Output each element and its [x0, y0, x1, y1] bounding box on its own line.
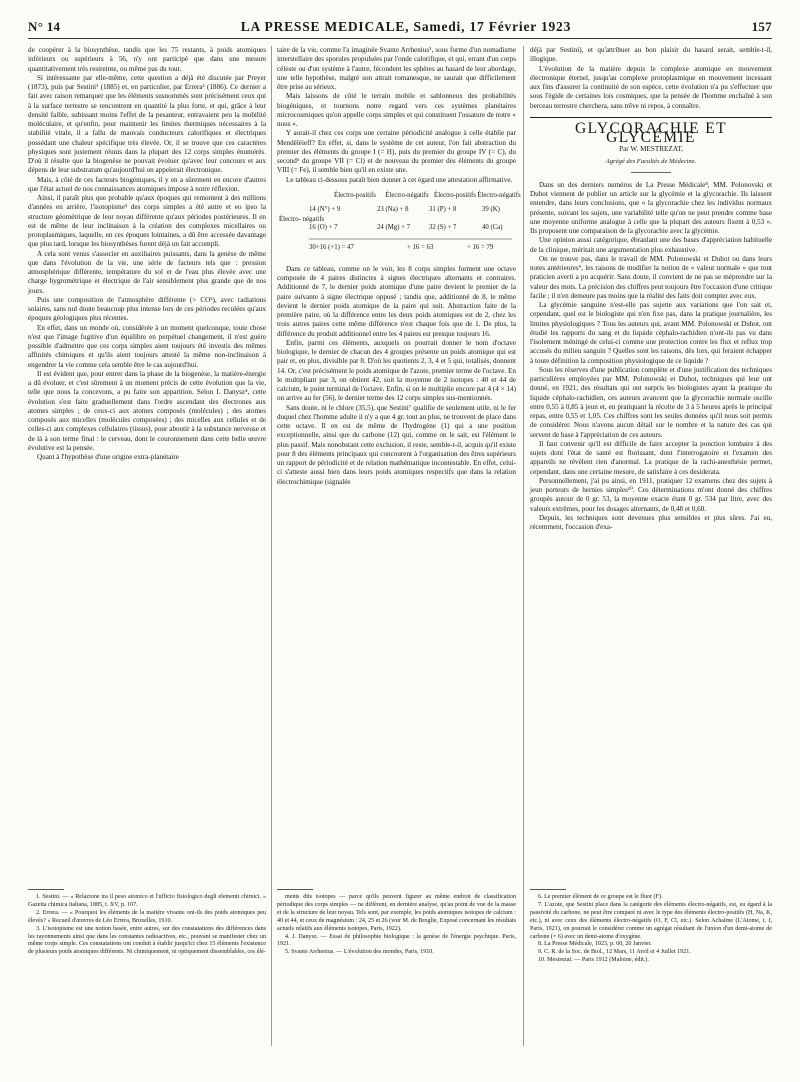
table-cell: 32 (S) + 7: [429, 223, 457, 231]
paragraph: Sans doute, ni le chlore (35,5), que Sestini⁷ qualifie de seulement utile, ni le fer duquel chez l'homme adulte il n'y a que 4 gr. tout au plus, ne trouvent de place dans cette octave. Il en est de même de l'hydrogène (1) qui a une position exceptionnelle, ainsi que du carbone (12) qui, comme on le sait, est l'élément le plus passif. Mais nonobstant cette exclusion, il reste, semble-t-il, acquis qu'il existe pour 8 des éléments principaux qui concourent à l'organisation des êtres supérieurs un rapport de périodicité et de relation mathématique incontestable. En effet, celui-ci s'atteste aussi bien dans leurs poids atomiques respectifs que dans la relation électrochimique (signalée: [277, 403, 516, 486]
periodicity-table: [277, 189, 521, 259]
paragraph: Il est évident que, pour entrer dans la phase de la biogenèse, la matière-énergie a dû évoluer, et c'est sûrement à un moment précis de cette évolution que la vie, telle que nous la concevons, a pu faire son apparition. Selon I. Danysz⁴, cette évolution s'est faite graduellement dans l'ordre ascendant des électrones aux atomes simples ; de ceux-ci aux atomes composés (molécules) ; des atomes composés aux micelles (molécules composées) ; des micelles aux cellules et de celles-ci aux complexes cellulaires (tissus), pour aboutir à la substance nerveuse et de là à son terme final : le cerveau, dont le couronnement dans cette belle œuvre évolutive est la pensée.: [28, 369, 266, 452]
paragraph: Dans un des derniers numéros de La Presse Médicale⁸, MM. Polonovski et Duhot viennent de publier un article sur la glycémie et la glycorachie. Ils laissent entendre, dans leurs conclusions, que « la glycorachie chez les individus normaux présente, suivant les sujets, une variabilité telle qu'on ne peut prendre comme base une moyenne uniforme analogue à celle que la plupart des auteurs fixent à 0,53 ». Ils proposent une comparaison de la glycorachie avec la glycémie.: [530, 180, 772, 235]
paragraph: Si intéressante par elle-même, cette question a déjà été discutée par Preyer (1873), puis par Sestini¹ (1885) et, en particulier, par Errera² (1886). Ce dernier a fait avec raison remarquer que les éléments susnommés sont précisément ceux qui à la surface terrestre se rencontrent en quantité la plus forte, et qui, grâce à leur densité faible, subissant moins l'effet de la pesanteur, entravaient peu la mobilité moléculaire, et qu'enfin, pour maintenir les limites thermiques nécessaires à la stabilité vitale, il a fallu de mauvais conducteurs calorifiques et électriques possédant une chaleur spécifique très élevée. Or, il se trouve que ces caractères physiques sont justement réunis dans la plupart des 12 corps simples énumérés. D'où il résulte que la biogenèse ne pouvait évoluer qu'avec leur concours et aux dépens de leur substratum qu'aujourd'hui on appelerait électronique.: [28, 73, 266, 175]
paragraph: déjà par Sestini), et qu'attribuer au bon plaisir du hasard serait, semble-t-il, illogique.: [530, 46, 772, 64]
paragraph: de coopérer à la biosynthèse, tandis que les 75 restants, à poids atomiques inférieurs ou supérieurs à 56, n'y ont participé que dans une mesure quantitativement très restreinte, ou même pas du tout.: [28, 46, 266, 73]
table-sum: 30+16 (+1) = 47: [309, 243, 354, 251]
paragraph: Une opinion aussi catégorique, ébranlant une des bases d'appréciation habituelle de la clinique, méritait une argumentation plus exhaustive.: [530, 236, 772, 254]
table-cell: 40 (Ca): [482, 223, 503, 231]
footnote: ments dits isotopes — parce qu'ils peuvent figurer au même endroit de classification périodique des corps simples — ne diffèrent, en dernière analyse, qu'au point de vue de la masse et de la structure de leur noyau. Tels sont, par exemple, les poids atomiques isotopes de calcium : 40 et 44, et ceux de magnésium : 24, 25 et 26 (voir M. de Broglie, Exposé concernant les résultats actuels relatifs aux éléments isotopes, Paris, 1922).: [277, 894, 516, 932]
journal-title: LA PRESSE MEDICALE, Samedi, 17 Février 1923: [240, 19, 572, 34]
issue-number: N° 14: [28, 19, 61, 34]
footnote: 7. L'azote, que Sestini place dans la catégorie des éléments électro-négatifs, est, eu égard à la passivité du carbone, ne peut être comparé ni avec le type des éléments électro-positifs (H, Na, K, etc.), ni avec ceux des éléments électro-négatifs (O, F, Cl, etc.). Selon Achalme (L'Atome, t. I, Paris, 1921), on pourrait le considérer comme un agrégat résultant de l'union d'un demi-atome de carbone (= 6) avec un demi-atome d'oxygène.: [530, 901, 772, 940]
table-header: Électro-négatifs: [385, 191, 429, 199]
page-number: 157: [751, 19, 772, 34]
paragraph: Sous les réserves d'une publication complète et d'une justification des techniques particulières employées par MM. Polonowski et Duhot, techniques qui leur ont donné, en 1921, des résultats qui ont surpris les biologistes ayant la pratique du liquide céphalo-rachidien, ces auteurs avancent que la glycorachie normale oscille entre 0,55 à 0,85 à jeun et, en pratiquant la récolte de 3 à 5 heures après le principal repas, entre 0,55 et 1,05. Ces chiffres sont les seules données qu'il nous soit permis de considérer. Nous n'avons aucun détail sur le nombre et la nature des cas qui servent de base à l'appréciation de ces auteurs.: [530, 365, 772, 439]
paragraph: Depuis, les techniques sont devenues plus sensibles et plus sûres. J'ai eu, récemment, l'occasion d'exa-: [530, 513, 772, 531]
table-cell: 39 (K): [482, 205, 500, 213]
paragraph: Enfin, parmi ces éléments, auxquels on pourrait donner le nom d'octave biologique, le dernier de chacun des 4 groupes présente un poids atomique qui est pair et, en plus, divisible par 8. D'où les quotients 2, 3, 4 et 5 qui, totalisés, donnent 14. Or, c'est précisément le poids atomique de l'azote, premier terme de l'octave. En le multipliant par 3, on obtient 42, soit la moyenne de 2 isotopes : 40 et 44 de calcium, le point terminal de l'octave. Enfin, si on le multiplie encore par 4 (4 × 14) on arrive au fer (56), le dernier terme des 12 corps simples sus-mentionnés.: [277, 338, 516, 403]
paragraph: Il faut convenir qu'il est difficile de faire accepter la ponction lombaire à des sujets dont l'état de santé est florissant, dont l'interrogatoire et l'examen des appareils ne révèlent rien d'anormal. La pratique de la rachi-anesthésie permet, cependant, dans une certaine mesure, de satisfaire à ces desiderata.: [530, 439, 772, 476]
paragraph: Puis une composition de l'atmosphère différente (> CO²), avec radiations solaires, sans nul doute beaucoup plus intense lors de ces périodes reculées qu'aux époques géologiques plus récentes.: [28, 295, 266, 323]
paragraph: Quant à l'hypothèse d'une origine extra-planétaire: [37, 453, 179, 461]
column-1: [28, 46, 266, 462]
paragraph: taire de la vie, comme l'a imaginée Svante Arrhenius⁵, sous forme d'un nomadisme interstellaire des sporules propulsées par l'onde calorifique, et qui, errant d'un corps céleste ou d'un système à l'autre, fécondent les sphères au hasard de leur abordage, une telle hypothèse, malgré son attrait romanesque, ne saurait que difficilement être prise au sérieux.: [277, 46, 516, 91]
table-header: Électro-négatifs: [477, 191, 521, 199]
article-title: GLYCORACHIE ET GLYCÉMIE: [575, 119, 727, 146]
footnote: 3. L'isotopisme est une notion basée, entre autres, sur des constatations des différences dans les rayonnements ainsi que dans les constantes radioactives, etc., pouvant se manifester chez un même corps simple. Ces constatations ont conduit à établir jusqu'ici chez 15 éléments l'existence de plusieurs poids atomiques différents. Ni chimiquement, ni optiquement dissemblables, ces élé-: [28, 925, 266, 956]
paragraph: L'évolution de la matière depuis le complexe atomique en mouvement électronique éternel, jusqu'au complexe protoplasmique en mouvement incessant aux fins d'assurer la continuité de son espèce, cette évolution n'a pu s'effectuer que sous l'égide de certaines lois cosmiques, que la pensée de l'homme enchaîné à son berceau terrestre cherchera, sans trêve ni repos, à connaître.: [530, 64, 772, 110]
paragraph: Dans ce tableau, comme on le voit, les 8 corps simples forment une octave composée de 4 paires distinctes à signes électriques alternants et contraires. Additionné de 7, le dernier poids atomique d'une paire devient le premier de la paire suivante à signe électrique opposé ; tandis que, additionné de 8, le même devient le dernier poids atomique de la paire qui suit. Abstraction faite de la première paire, où la différence entre les deux poids atomiques est de 2, chez les trois autres paires cette même différence n'est chaque fois que de 1. De plus, la différence du produit additionnel entre les 4 paires est presque toujours 16.: [277, 264, 516, 338]
footnote-rule: [277, 889, 313, 890]
column-divider: [523, 46, 524, 1046]
table-cell: 16 (O) + 7: [309, 223, 338, 231]
article-author: Par W. MESTREZAT,: [619, 145, 683, 154]
paragraph: Y aurait-il chez ces corps une certaine périodicité analogue à celle établie par Mendéléieff? En effet, si, dans le système de cet auteur, l'on fait abstraction du premier des éléments du groupe I (= H), puis du premier du groupe IV (= C), du second⁶ du groupe VII (= Cl) et de nouveau du premier des éléments du groupe VIII (= Fe), il semble bien qu'il en existe une.: [277, 129, 516, 175]
footnotes-column-2: [277, 894, 516, 957]
footnotes-column-3: [530, 894, 772, 965]
paragraph: Le tableau ci-dessous paraît bien donner à cet égard une attestation affirmative.: [286, 175, 513, 184]
paragraph: La glycémie sanguine n'est-elle pas sujette aux variations que l'on sait et, cependant, quel est le biologiste qui n'en fixe pas, dans la pratique journalière, les limites physiologiques ? Tous les auteurs qui, avant MM. Polonowski et Duhot, ont étudié les rapports du sang et du liquide céphalo-rachidien n'ont-ils pas vu dans l'isolement méningé de celui-ci comme une protection contre les flux et reflux trop accusés du milieu sanguin ? Quelles sont les raisons, dès lors, qui feraient échapper à toute définition la composition physiologique de ce liquide ?: [530, 301, 772, 365]
article-separator: [530, 117, 772, 118]
table-sum: + 16 = 79: [467, 243, 494, 251]
column-divider: [271, 46, 272, 1046]
table-cell: 24 (Mg) + 7: [377, 223, 411, 231]
footnote: 9. C. R. de la Soc. de Biol., 12 Mars, 11 Avril et 4 Juillet 1921.: [538, 949, 691, 956]
footnote-rule: [530, 889, 566, 890]
table-sum: + 16 = 63: [407, 243, 434, 251]
paragraph: Ainsi, il paraît plus que probable qu'aux époques qui remontent à des millions d'années en arrière, l'isotopisme³ des corps simples a été autre et eo ipso la structure géométrique de leur noyau différente qu'aux périodes postérieures. Il en est de même de leur inclinaison à la création des complexes micellaires ou protoplasmiques, laquelle, en ces époques lointaines, a dû être accessée davantage que plus tard, lorsque les biosynthèses furent déjà un fait accompli.: [28, 194, 266, 249]
paragraph: Personnellement, j'ai pu ainsi, en 1911, pratiquer 12 examens chez des sujets à jeun porteurs de hernies simples¹⁰. Ces déterminations m'ont donné des chiffres groupés autour de 0 gr. 53, la moyenne exacte étant 0 gr. 534 par litre, avec des valeurs extrêmes, pour les dosages alternants, de 0,48 et 0,60.: [530, 476, 772, 513]
footnote-rule: [28, 889, 64, 890]
footnote: 5. Svante Arrhenius. — L'évolution des mondes, Paris, 1910.: [285, 949, 434, 956]
paragraph: On ne trouve pas, dans le travail de MM. Polonowski et Duhot ou dans leurs notes antérieures⁹, les raisons de modifier la notion de « valeur normale » que tout praticien averti a pu acquérir. Sans doute, il convient de ne pas se méprendre sur la valeur des mots. La précision des chiffres peut toujours être l'occasion d'une critique facile ; il n'en demeure pas moins que la réalité des faits doit compter avec eux.: [530, 254, 772, 300]
footnote: 1. Sestini. — « Relazione tra il peso atomico et l'ufficio fisiologico degli elementi chimici. » Gazetta chimica italiana, 1885, t. XV, p. 107.: [28, 894, 266, 908]
table-header: Électro-positifs: [434, 191, 476, 199]
article-affiliation: Agrégé des Facultés de Médecine.: [605, 157, 697, 165]
paragraph: Mais laissons de côté le terrain mobile et sablonneux des probabilités biogéniques, et tournons notre regard vers ces systèmes planétaires microcosmiques qu'on appelle corps simples et qui constituent l'ossature de notre « nous ».: [277, 92, 516, 128]
footnotes-column-1: [28, 894, 266, 957]
footnote: 4. J. Danysz. — Essai de philosophie biologique : la genèse de l'énergie psychique. Paris, 1921.: [277, 933, 516, 948]
paragraph: Mais, à côté de ces facteurs biogéniques, il y en a sûrement en encore d'autres que l'état actuel de nos connaissances atomiques impose à notre réflexion.: [28, 175, 266, 193]
table-header: Électro-positifs: [334, 191, 376, 199]
footnote: 2. Errera. — « Pourquoi les éléments de la matière vivante ont-ils des poids atomiques peu élevés? » Recueil d'œuvres de Léo Errera, Bruxelles, 1910.: [28, 909, 266, 924]
paragraph: En effet, dans un monde où, considérée à un moment quelconque, toute chose n'est que l'image fugitive d'un équilibre en perpétuel changement, il n'est guère possible d'admettre que ces corps simples aient toujours été investis des mêmes affinités chimiques et qu'ils aient toujours attesté la même non-inclinaison à engendrer la vie comme cela semble être le cas aujourd'hui.: [28, 323, 266, 369]
page-header: [28, 16, 772, 38]
title-rule: [631, 172, 671, 173]
table-side-label: Électro- négatifs: [279, 215, 325, 223]
footnote: 10. Mestrezat. — Paris 1912 (Maloine, édit.).: [538, 957, 649, 964]
column-3: [530, 46, 772, 532]
column-2: [277, 46, 521, 487]
table-cell: 23 (Na) + 8: [377, 205, 409, 213]
table-cell: 31 (P) + 8: [429, 205, 457, 213]
table-cell: 14 (N°) + 9: [309, 205, 341, 213]
paragraph: A cela sont venus s'associer en auxiliaires puissants, dans la genèse de même que dans l'évolution de la vie, une série de facteurs tels que : pression atmosphérique différente, température du sol et de l'eau plus élevée avec une charge hygrométrique et électrique de l'air sensiblement plus grande que de nos jours.: [28, 249, 266, 295]
footnote: 6. Le premier élément de ce groupe est le fluor (F).: [538, 894, 663, 900]
header-rule: [28, 38, 772, 39]
footnote: 8. La Presse Médicale, 1923, p. 60, 20 Janvier.: [538, 941, 652, 948]
